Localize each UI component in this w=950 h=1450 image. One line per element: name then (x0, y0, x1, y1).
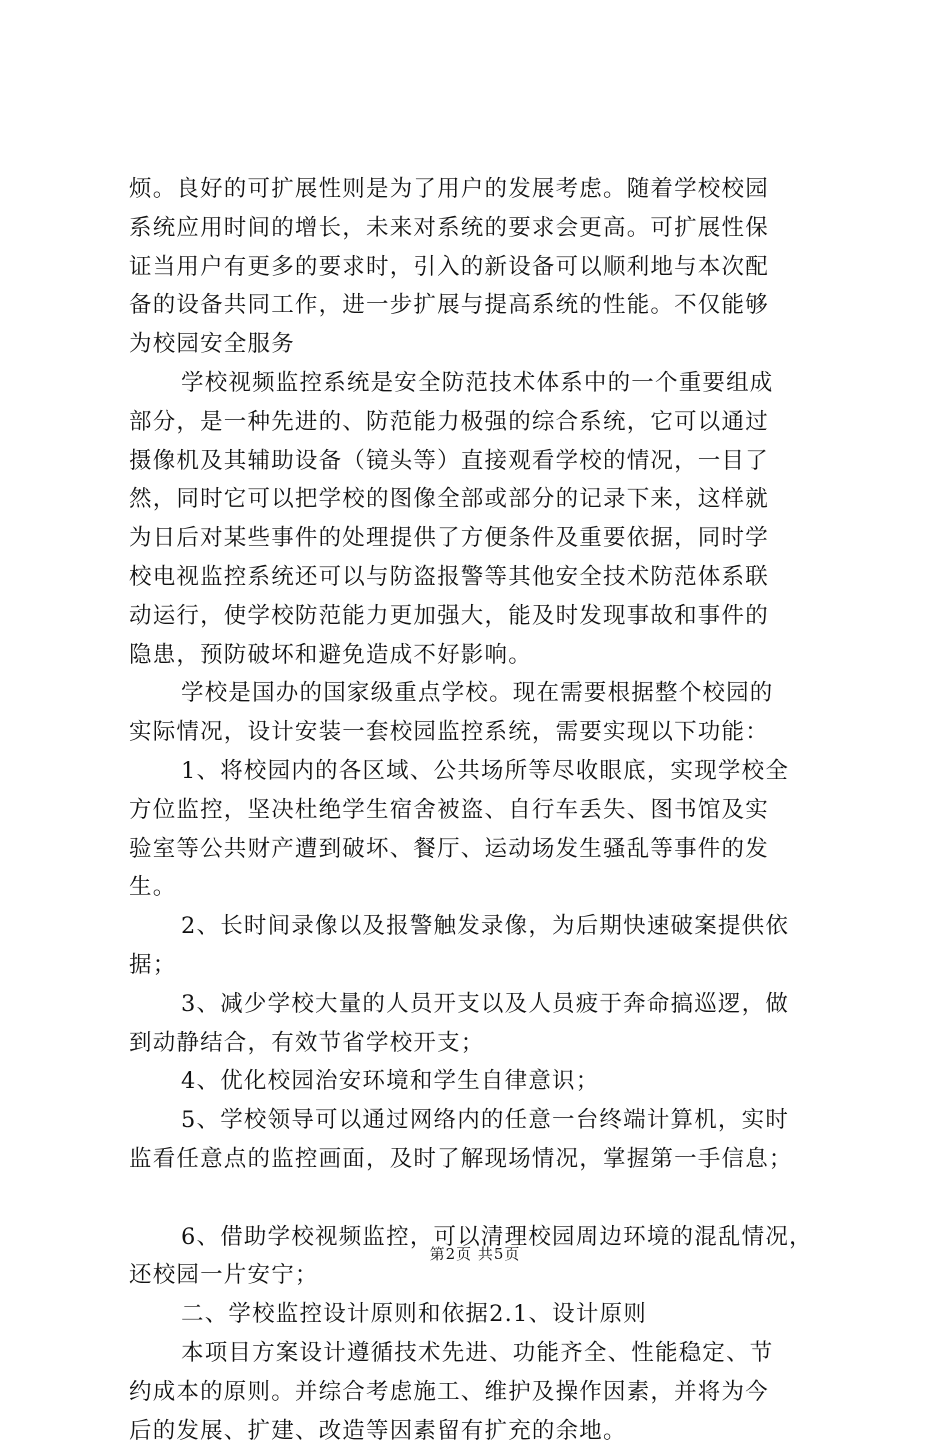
list-item-1: 1、将校园内的各区域、公共场所等尽收眼底，实现学校全 (129, 752, 834, 791)
body-line: 生。 (129, 868, 834, 907)
body-line: 实际情况，设计安装一套校园监控系统，需要实现以下功能： (129, 713, 834, 752)
list-item-4: 4、优化校园治安环境和学生自律意识； (129, 1062, 834, 1101)
body-line: 部分，是一种先进的、防范能力极强的综合系统，它可以通过 (129, 403, 834, 442)
body-line: 到动静结合，有效节省学校开支； (129, 1024, 834, 1063)
list-item-5: 5、学校领导可以通过网络内的任意一台终端计算机，实时 (129, 1101, 834, 1140)
body-line: 系统应用时间的增长，未来对系统的要求会更高。可扩展性保 (129, 209, 834, 248)
paragraph-start-line: 学校视频监控系统是安全防范技术体系中的一个重要组成 (129, 364, 834, 403)
body-line: 据； (129, 946, 834, 985)
body-line: 备的设备共同工作，进一步扩展与提高系统的性能。不仅能够 (129, 286, 834, 325)
body-line: 约成本的原则。并综合考虑施工、维护及操作因素，并将为今 (129, 1373, 834, 1412)
body-line: 然，同时它可以把学校的图像全部或部分的记录下来，这样就 (129, 480, 834, 519)
list-item-6: 6、借助学校视频监控，可以清理校园周边环境的混乱情况， (129, 1218, 834, 1257)
body-line: 烦。良好的可扩展性则是为了用户的发展考虑。随着学校校园 (129, 170, 834, 209)
body-line: 摄像机及其辅助设备（镜头等）直接观看学校的情况，一目了 (129, 442, 834, 481)
body-line: 为校园安全服务 (129, 325, 834, 364)
paragraph-start-line: 本项目方案设计遵循技术先进、功能齐全、性能稳定、节 (129, 1334, 834, 1373)
body-line: 证当用户有更多的要求时，引入的新设备可以顺利地与本次配 (129, 248, 834, 287)
body-line: 方位监控，坚决杜绝学生宿舍被盗、自行车丢失、图书馆及实 (129, 791, 834, 830)
body-line: 隐患，预防破坏和避免造成不好影响。 (129, 636, 834, 675)
section-heading: 二、学校监控设计原则和依据2.1、设计原则 (129, 1295, 834, 1334)
body-line: 还校园一片安宁； (129, 1256, 834, 1295)
body-line: 为日后对某些事件的处理提供了方便条件及重要依据，同时学 (129, 519, 834, 558)
body-line: 监看任意点的监控画面，及时了解现场情况，掌握第一手信息； (129, 1140, 834, 1179)
list-item-2: 2、长时间录像以及报警触发录像，为后期快速破案提供依 (129, 907, 834, 946)
paragraph-gap (129, 1179, 834, 1218)
page-number-footer: 第2页 共5页 (0, 1244, 950, 1264)
paragraph-start-line: 学校是国办的国家级重点学校。现在需要根据整个校园的 (129, 674, 834, 713)
body-line: 验室等公共财产遭到破坏、餐厅、运动场发生骚乱等事件的发 (129, 830, 834, 869)
body-line: 校电视监控系统还可以与防盗报警等其他安全技术防范体系联 (129, 558, 834, 597)
body-line: 动运行，使学校防范能力更加强大，能及时发现事故和事件的 (129, 597, 834, 636)
list-item-3: 3、减少学校大量的人员开支以及人员疲于奔命搞巡逻，做 (129, 985, 834, 1024)
body-line: 后的发展、扩建、改造等因素留有扩充的余地。 (129, 1412, 834, 1450)
